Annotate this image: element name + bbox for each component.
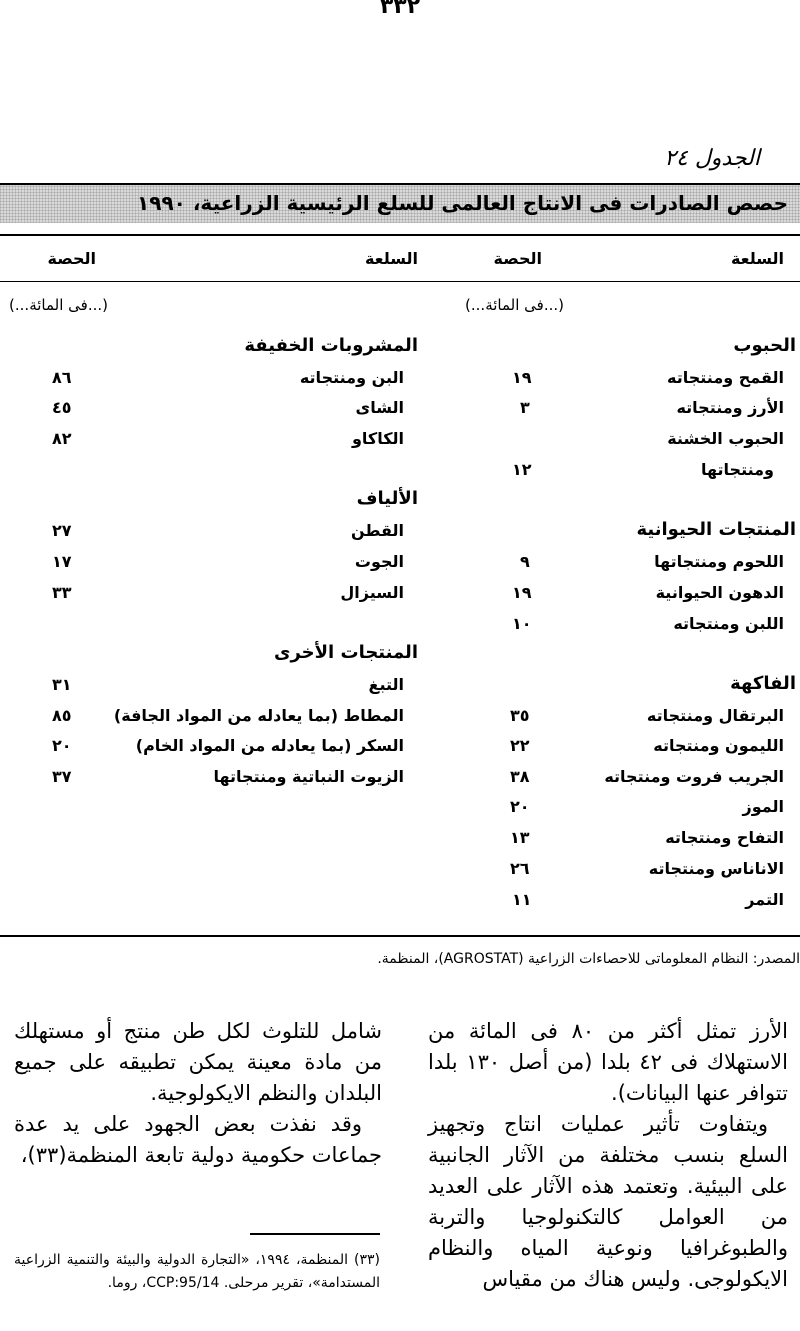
item-rubber: المطاط (بما يعادله من المواد الجافة) [113, 706, 404, 725]
share-milk: ١٠ [512, 614, 532, 633]
body-right-column [428, 1016, 788, 1295]
unit-left: (...فى المائة...) [9, 296, 108, 314]
share-cotton: ٢٧ [52, 521, 72, 540]
header-share-right: الحصة [493, 249, 542, 268]
body-right-paragraph-1: الأرز تمثل أكثر من ٨٠ فى المائة من الاستهلاك فى ٤٢ بلدا (من أصل ١٣٠ بلدا تتوافر عنها البيانات). [428, 1019, 788, 1105]
share-tea: ٤٥ [52, 398, 72, 417]
item-meat: اللحوم ومنتجاتها [654, 552, 784, 571]
item-oranges: البرتقال ومنتجاته [646, 706, 784, 725]
item-dates: التمر [745, 890, 784, 909]
group-fruit: الفاكهة [730, 673, 796, 694]
share-rubber: ٨٥ [52, 706, 72, 725]
body-left-paragraph-2: وقد نفذت بعض الجهود على يد عدة جماعات حكومية دولية تابعة المنظمة(٣٣)، [14, 1112, 382, 1167]
item-sugar: السكر (بما يعادله من المواد الخام) [135, 736, 404, 755]
header-rule-top [0, 234, 800, 236]
group-fibres: الألياف [356, 488, 418, 509]
page-number: ٣٣٢ [379, 0, 421, 19]
header-share-left: الحصة [47, 249, 96, 268]
body-right-paragraph-2: ويتفاوت تأثير عمليات انتاج وتجهيز السلع بنسب مختلفة من الآثار الجانبية على البيئية. وتعتمد هذه الآثار على العديد من العوامل كالتكنولوجيا والتربة والطبوغرافيا ونوعية المياه والنظام الايكولوجى. وليس هناك من مقياس [428, 1112, 788, 1291]
item-cotton: القطن [351, 521, 404, 540]
item-tobacco: التبغ [368, 675, 404, 694]
share-coarse-grains: ١٢ [512, 460, 532, 479]
share-apples: ١٣ [510, 828, 530, 847]
table-title: حصص الصادرات فى الانتاج العالمى للسلع الرئيسية الزراعية، ١٩٩٠ [137, 191, 788, 215]
share-meat: ٩ [520, 552, 530, 571]
group-other-products: المنتجات الأخرى [273, 642, 418, 663]
item-animal-fats: الدهون الحيوانية [655, 583, 784, 602]
share-tobacco: ٣١ [52, 675, 72, 694]
group-beverages: المشروبات الخفيفة [244, 335, 418, 356]
body-left-paragraph-1: شامل للتلوث لكل طن منتج أو مستهلك من مادة معينة يمكن تطبيقه على جميع البلدان والنظم الايكولوجية. [14, 1019, 382, 1105]
footnote: (٣٣) المنظمة، ١٩٩٤، «التجارة الدولية والبيئة والتنمية الزراعية المستدامة»، تقرير مرحلى. CCP:95/14، روما. [14, 1252, 380, 1291]
item-lemons: الليمون ومنتجاته [653, 736, 784, 755]
group-grains: الحبوب [733, 335, 796, 356]
item-coarse-grains-cont: ومنتجاتها [700, 460, 774, 479]
share-rice: ٣ [520, 398, 530, 417]
share-vegetable-oils: ٣٧ [52, 767, 72, 786]
share-grapefruit: ٣٨ [510, 767, 530, 786]
share-bananas: ٢٠ [510, 797, 530, 816]
item-tea: الشاى [355, 398, 404, 417]
body-left-column [14, 1016, 382, 1171]
table-title-bar [0, 183, 800, 223]
header-rule-bottom [0, 281, 800, 282]
share-lemons: ٢٢ [510, 736, 530, 755]
item-coffee: البن ومنتجاته [299, 368, 404, 387]
item-grapefruit: الجريب فروت ومنتجاته [604, 767, 784, 786]
share-sisal: ٣٣ [52, 583, 72, 602]
group-animal-products: المنتجات الحيوانية [636, 519, 796, 540]
item-rice: الأرز ومنتجاته [676, 398, 784, 417]
unit-right: (...فى المائة...) [465, 296, 564, 314]
item-coarse-grains: الحبوب الخشنة [667, 429, 784, 448]
share-cocoa: ٨٢ [52, 429, 72, 448]
item-wheat: القمح ومنتجاته [667, 368, 784, 387]
item-bananas: الموز [742, 797, 784, 816]
item-sisal: السيزال [340, 583, 404, 602]
header-commodity-right: السلعة [730, 249, 784, 268]
item-pineapples: الاناناس ومنتجاته [648, 859, 784, 878]
share-animal-fats: ١٩ [512, 583, 532, 602]
table-bottom-rule [0, 935, 800, 937]
share-coffee: ٨٦ [52, 368, 72, 387]
share-jute: ١٧ [52, 552, 72, 571]
share-dates: ١١ [512, 890, 532, 909]
item-apples: التفاح ومنتجاته [665, 828, 784, 847]
item-cocoa: الكاكاو [351, 429, 404, 448]
share-pineapples: ٢٦ [510, 859, 530, 878]
table-source: المصدر: النظام المعلوماتى للاحصاءات الزراعية (AGROSTAT)، المنظمة. [377, 951, 800, 967]
footnote-rule [250, 1233, 380, 1235]
item-milk: اللبن ومنتجاته [673, 614, 784, 633]
header-commodity-left: السلعة [364, 249, 418, 268]
item-jute: الجوت [354, 552, 404, 571]
item-vegetable-oils: الزيوت النباتية ومنتجاتها [213, 767, 404, 786]
table-label: الجدول ٢٤ [664, 146, 760, 171]
share-sugar: ٢٠ [52, 736, 72, 755]
share-wheat: ١٩ [512, 368, 532, 387]
share-oranges: ٣٥ [510, 706, 530, 725]
